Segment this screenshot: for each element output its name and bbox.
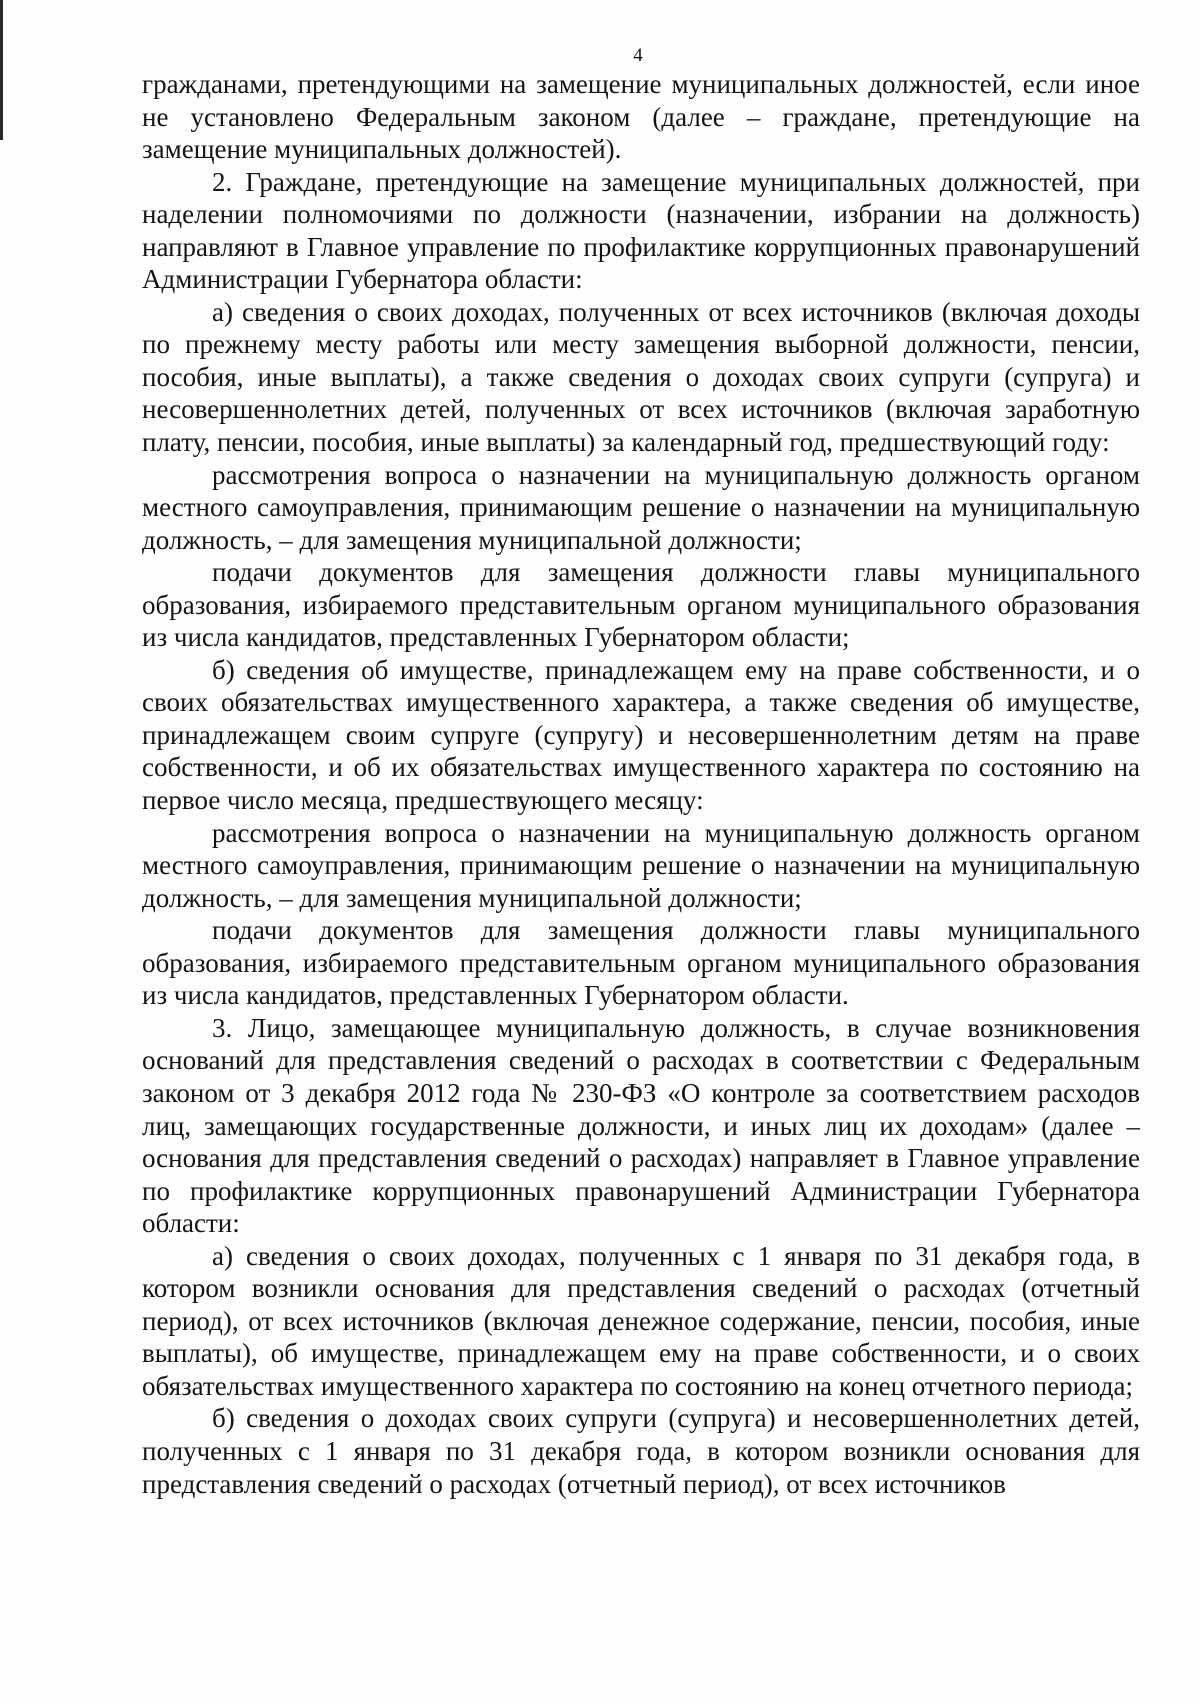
paragraph-item-3b: б) сведения о доходах своих супруги (супруга) и несовершеннолетних детей, полученных с 1 января по 31 декабря года, в котором возникли основания для представления сведений о расходах (отчетный период), от всех источников (142, 1403, 1140, 1499)
scan-edge-mark (0, 0, 3, 140)
paragraph-item-2a-case-1: рассмотрения вопроса о назначении на муниципальную должность органом местного самоуправления, принимающим решение о назначении на муниципальную должность, – для замещения муниципальной должности; (142, 459, 1140, 555)
paragraph-item-3: 3. Лицо, замещающее муниципальную должность, в случае возникновения оснований для представления сведений о расходах в соответствии с Федеральным законом от 3 декабря 2012 года № 230-ФЗ «О контроле за соответствием расходов лиц, замещающих государственные должности, и иных лиц их доходам» (далее – основания для представления сведений о расходах) направляет в Главное управление по профилактике коррупционных правонарушений Администрации Губернатора области: (142, 1012, 1140, 1239)
paragraph-continuation: гражданами, претендующими на замещение муниципальных должностей, если иное не установлено Федеральным законом (далее – граждане, претендующие на замещение муниципальных должностей). (142, 69, 1140, 165)
paragraph-item-2: 2. Граждане, претендующие на замещение муниципальных должностей, при наделении полномочиями по должности (назначении, избрании на должность) направляют в Главное управление по профилактике коррупционных правонарушений Администрации Губернатора области: (142, 166, 1140, 295)
paragraph-item-2b-case-2: подачи документов для замещения должности главы муниципального образования, избираемого представительным органом муниципального образования из числа кандидатов, представленных Губернатором области. (142, 915, 1140, 1011)
paragraph-item-2b: б) сведения об имуществе, принадлежащем ему на праве собственности, и о своих обязательствах имущественного характера, а также сведения об имуществе, принадлежащем своим супруге (супругу) и несовершеннолетним детям на праве собственности, и об их обязательствах имущественного характера по состоянию на первое число месяца, предшествующего месяцу: (142, 654, 1140, 816)
document-body (142, 68, 1140, 1500)
page-number: 4 (633, 45, 643, 66)
paragraph-item-3a: а) сведения о своих доходах, полученных с 1 января по 31 декабря года, в котором возникли основания для представления сведений о расходах (отчетный период), от всех источников (включая денежное содержание, пенсии, пособия, иные выплаты), об имуществе, принадлежащем ему на праве собственности, и о своих обязательствах имущественного характера по состоянию на конец отчетного периода; (142, 1240, 1140, 1401)
paragraph-item-2a-case-2: подачи документов для замещения должности главы муниципального образования, избираемого представительным органом муниципального образования из числа кандидатов, представленных Губернатором области; (142, 557, 1140, 653)
paragraph-item-2b-case-1: рассмотрения вопроса о назначении на муниципальную должность органом местного самоуправления, принимающим решение о назначении на муниципальную должность, – для замещения муниципальной должности; (142, 817, 1140, 913)
paragraph-item-2a: а) сведения о своих доходах, полученных от всех источников (включая доходы по прежнему месту работы или месту замещения выборной должности, пенсии, пособия, иные выплаты), а также сведения о доходах своих супруги (супруга) и несовершеннолетних детей, полученных от всех источников (включая заработную плату, пенсии, пособия, иные выплаты) за календарный год, предшествующий году: (142, 296, 1140, 458)
